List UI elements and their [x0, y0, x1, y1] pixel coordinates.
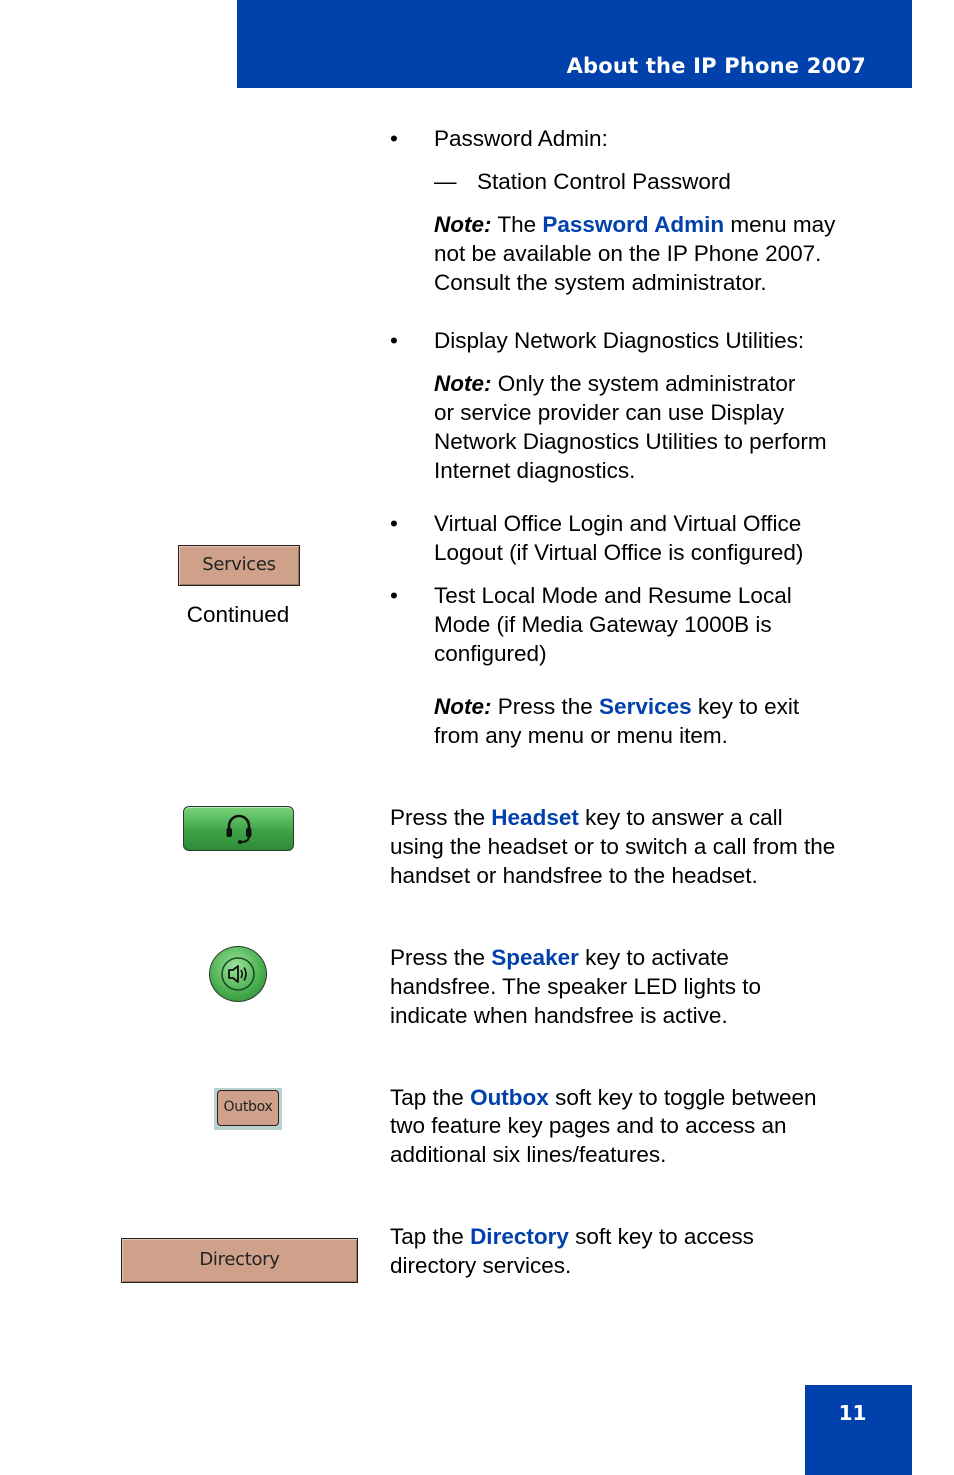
speaker-desc-line1: Press the Speaker key to activate — [390, 945, 729, 970]
keyword-headset: Headset — [491, 805, 579, 830]
item-virtual-office-line1: Virtual Office Login and Virtual Office — [434, 511, 802, 536]
note-label: Note: — [434, 694, 492, 719]
headset-desc-line1: Press the Headset key to answer a call — [390, 805, 783, 830]
keyword-outbox: Outbox — [470, 1085, 549, 1110]
note-password-admin-line3: Consult the system administrator. — [434, 270, 767, 295]
note-password-admin-line1: Note: The Password Admin menu may — [434, 212, 836, 237]
speaker-key-image — [209, 946, 267, 1002]
item-password-admin: Password Admin: — [434, 126, 608, 151]
page-number: 11 — [838, 1401, 867, 1425]
keyword-speaker: Speaker — [491, 945, 579, 970]
headset-desc-line2: using the headset or to switch a call from the — [390, 834, 836, 859]
bullet: • — [390, 328, 398, 353]
headset-icon — [224, 813, 254, 845]
outbox-desc-line3: additional six lines/features. — [390, 1142, 667, 1167]
outbox-key-label: Outbox — [217, 1090, 279, 1126]
note-diagnostics-line4: Internet diagnostics. — [434, 458, 636, 483]
item-virtual-office-line2: Logout (if Virtual Office is configured) — [434, 540, 804, 565]
subitem-station-control-password: Station Control Password — [477, 169, 731, 194]
continued-caption: Continued — [186, 602, 290, 627]
speaker-desc-line2: handsfree. The speaker LED lights to — [390, 974, 762, 999]
item-network-diagnostics: Display Network Diagnostics Utilities: — [434, 328, 805, 353]
keyword-services: Services — [599, 694, 692, 719]
directory-key-image: Directory — [121, 1238, 358, 1283]
note-diagnostics-line1: Note: Only the system administrator — [434, 371, 796, 396]
directory-desc-line1: Tap the Directory soft key to access — [390, 1224, 754, 1249]
note-diagnostics-line3: Network Diagnostics Utilities to perform — [434, 429, 827, 454]
page-number-box — [805, 1385, 912, 1475]
note-services-exit-line1: Note: Press the Services key to exit — [434, 694, 800, 719]
keyword-directory: Directory — [470, 1224, 569, 1249]
keyword-password-admin: Password Admin — [542, 212, 725, 237]
headset-key-image — [183, 806, 294, 851]
bullet: • — [390, 126, 398, 151]
page-header — [237, 0, 912, 88]
outbox-desc-line2: two feature key pages and to access an — [390, 1113, 787, 1138]
dash: — — [434, 169, 457, 194]
note-services-exit-line2: from any menu or menu item. — [434, 723, 728, 748]
note-label: Note: — [434, 371, 492, 396]
directory-desc-line2: directory services. — [390, 1253, 572, 1278]
item-local-mode-line1: Test Local Mode and Resume Local — [434, 583, 792, 608]
item-local-mode-line2: Mode (if Media Gateway 1000B is — [434, 612, 772, 637]
note-label: Note: — [434, 212, 492, 237]
note-password-admin-line2: not be available on the IP Phone 2007. — [434, 241, 822, 266]
header-title: About the IP Phone 2007 — [566, 54, 866, 78]
headset-desc-line3: handset or handsfree to the headset. — [390, 863, 758, 888]
bullet: • — [390, 583, 398, 608]
outbox-desc-line1: Tap the Outbox soft key to toggle between — [390, 1085, 817, 1110]
speaker-icon — [219, 955, 257, 993]
speaker-desc-line3: indicate when handsfree is active. — [390, 1003, 728, 1028]
outbox-key-image — [214, 1088, 282, 1130]
note-diagnostics-line2: or service provider can use Display — [434, 400, 785, 425]
item-local-mode-line3: configured) — [434, 641, 547, 666]
services-key-image: Services — [178, 545, 300, 586]
bullet: • — [390, 511, 398, 536]
